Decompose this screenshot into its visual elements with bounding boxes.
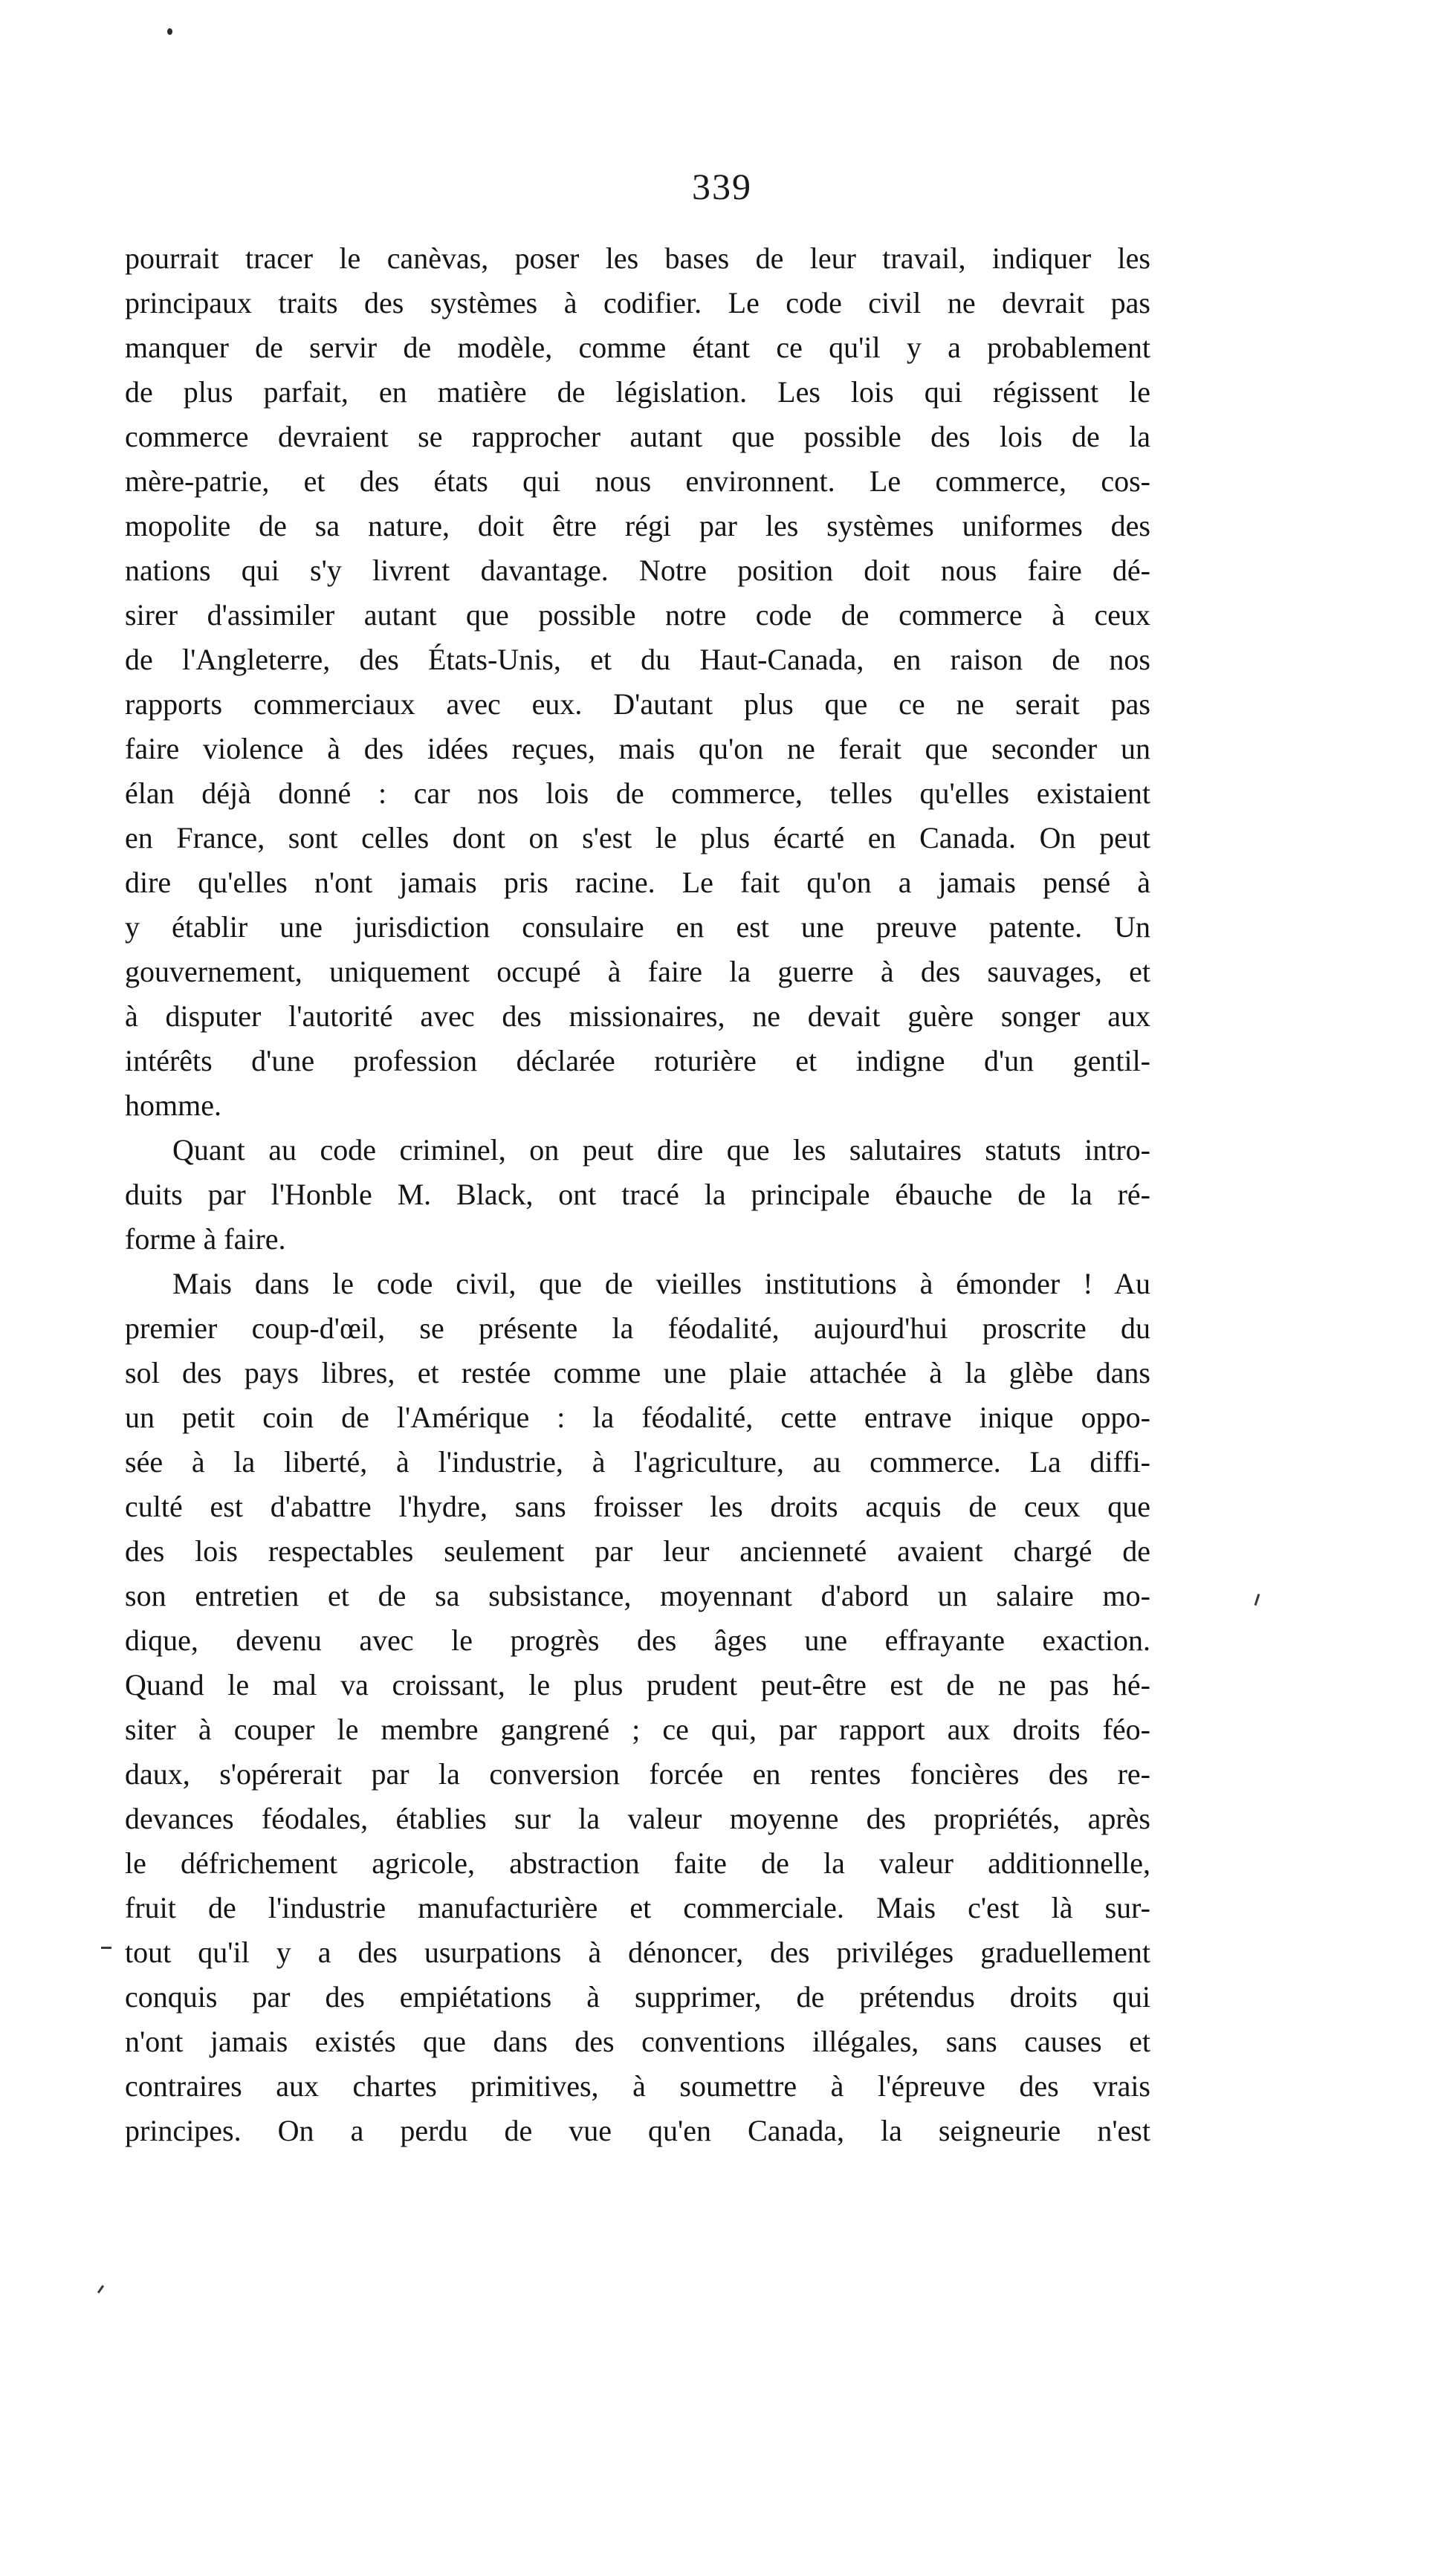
- text-line: rapports commerciaux avec eux. D'autant plus que ce ne serait pas: [125, 687, 1150, 721]
- text-line: mopolite de sa nature, doit être régi par les systèmes uniformes des: [125, 509, 1150, 542]
- text-line: siter à couper le membre gangrené ; ce qui, par rapport aux droits féo-: [125, 1713, 1150, 1746]
- text-line: en France, sont celles dont on s'est le plus écarté en Canada. On peut: [125, 821, 1150, 854]
- text-line: homme.: [125, 1089, 221, 1122]
- text-line: sirer d'assimiler autant que possible notre code de commerce à ceux: [125, 598, 1150, 632]
- text-line: sée à la liberté, à l'industrie, à l'agriculture, au commerce. La diffi-: [125, 1445, 1150, 1479]
- margin-mark-bottom: [97, 2285, 104, 2294]
- text-line: fruit de l'industrie manufacturière et commerciale. Mais c'est là sur-: [125, 1891, 1150, 1924]
- text-line: principaux traits des systèmes à codifier. Le code civil ne devrait pas: [125, 286, 1150, 319]
- ink-speck-top: [167, 28, 172, 35]
- text-line: mère-patrie, et des états qui nous environnent. Le commerce, cos-: [125, 464, 1150, 498]
- text-line: à disputer l'autorité avec des missionaires, ne devait guère songer aux: [125, 999, 1150, 1033]
- text-line: conquis par des empiétations à supprimer, de prétendus droits qui: [125, 1980, 1150, 2014]
- text-line: y établir une jurisdiction consulaire en est une preuve patente. Un: [125, 910, 1150, 944]
- text-line: contraires aux chartes primitives, à soumettre à l'épreuve des vrais: [125, 2069, 1150, 2103]
- text-line: sol des pays libres, et restée comme une plaie attachée à la glèbe dans: [125, 1356, 1150, 1389]
- text-line: faire violence à des idées reçues, mais qu'on ne ferait que seconder un: [125, 732, 1150, 765]
- text-line: dire qu'elles n'ont jamais pris racine. Le fait qu'on a jamais pensé à: [125, 866, 1150, 899]
- text-line: premier coup-d'œil, se présente la féodalité, aujourd'hui proscrite du: [125, 1311, 1150, 1345]
- body-text: [125, 236, 1150, 2153]
- text-line: le défrichement agricole, abstraction faite de la valeur additionnelle,: [125, 1846, 1150, 1880]
- margin-mark-left: [101, 1947, 111, 1949]
- text-line: forme à faire.: [125, 1222, 286, 1256]
- text-line: daux, s'opérerait par la conversion forcée en rentes foncières des re-: [125, 1757, 1150, 1791]
- text-line: de l'Angleterre, des États-Unis, et du Haut-Canada, en raison de nos: [125, 643, 1150, 676]
- text-line: tout qu'il y a des usurpations à dénoncer, des priviléges graduellement: [125, 1936, 1150, 1969]
- text-line: des lois respectables seulement par leur ancienneté avaient chargé de: [125, 1534, 1150, 1568]
- margin-mark-right: [1254, 1594, 1260, 1606]
- text-line: manquer de servir de modèle, comme étant ce qu'il y a probablement: [125, 331, 1150, 364]
- text-line: gouvernement, uniquement occupé à faire la guerre à des sauvages, et: [125, 955, 1150, 988]
- text-line: un petit coin de l'Amérique : la féodalité, cette entrave inique oppo-: [125, 1401, 1150, 1434]
- text-line: n'ont jamais existés que dans des conventions illégales, sans causes et: [125, 2025, 1150, 2058]
- paragraph-start-line: Quant au code criminel, on peut dire que les salutaires statuts intro-: [172, 1133, 1150, 1167]
- text-line: devances féodales, établies sur la valeur moyenne des propriétés, après: [125, 1802, 1150, 1835]
- text-line: intérêts d'une profession déclarée roturière et indigne d'un gentil-: [125, 1044, 1150, 1077]
- text-line: nations qui s'y livrent davantage. Notre position doit nous faire dé-: [125, 554, 1150, 587]
- text-line: culté est d'abattre l'hydre, sans froisser les droits acquis de ceux que: [125, 1490, 1150, 1523]
- text-line: commerce devraient se rapprocher autant que possible des lois de la: [125, 420, 1150, 453]
- text-line: duits par l'Honble M. Black, ont tracé la principale ébauche de la ré-: [125, 1178, 1150, 1211]
- text-line: son entretien et de sa subsistance, moyennant d'abord un salaire mo-: [125, 1579, 1150, 1612]
- page-number: 339: [692, 166, 752, 207]
- text-line: pourrait tracer le canèvas, poser les bases de leur travail, indiquer les: [125, 241, 1150, 275]
- text-line: principes. On a perdu de vue qu'en Canada, la seigneurie n'est: [125, 2114, 1150, 2147]
- text-line: élan déjà donné : car nos lois de commerce, telles qu'elles existaient: [125, 776, 1150, 810]
- text-line: de plus parfait, en matière de législation. Les lois qui régissent le: [125, 375, 1150, 409]
- text-line: Quand le mal va croissant, le plus prudent peut-être est de ne pas hé-: [125, 1668, 1150, 1701]
- text-line: dique, devenu avec le progrès des âges une effrayante exaction.: [125, 1623, 1150, 1657]
- paragraph-start-line: Mais dans le code civil, que de vieilles institutions à émonder ! Au: [172, 1267, 1150, 1300]
